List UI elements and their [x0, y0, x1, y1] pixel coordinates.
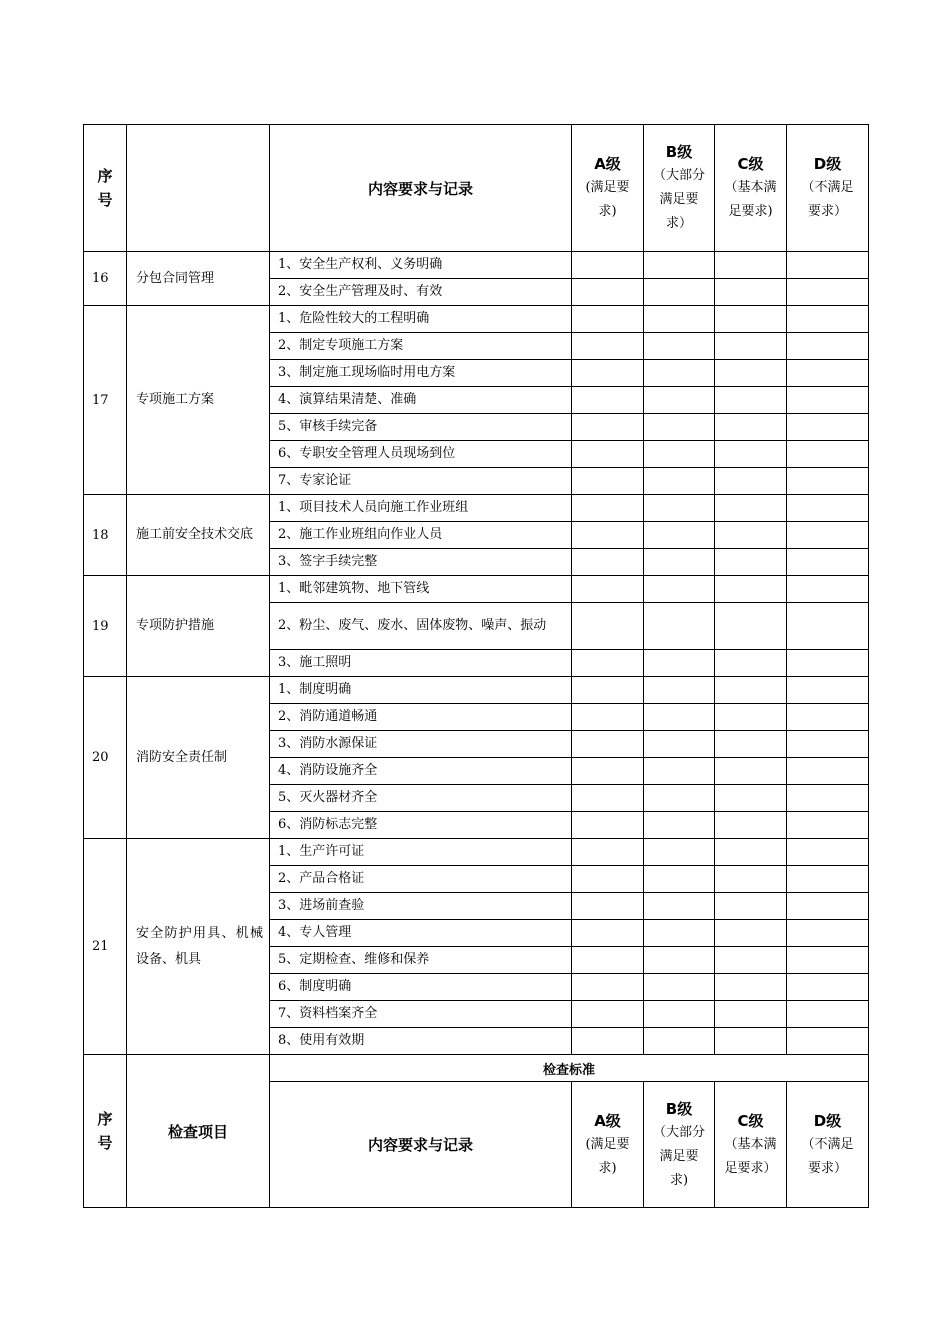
content-requirement: 2、施工作业班组向作业人员	[270, 522, 572, 549]
row-number: 19	[84, 576, 127, 677]
grade-b-cell[interactable]	[644, 1001, 715, 1028]
grade-d-cell[interactable]	[787, 812, 869, 839]
grade-d-cell[interactable]	[787, 279, 869, 306]
grade-d-cell[interactable]	[787, 441, 869, 468]
grade-a-cell[interactable]	[572, 387, 644, 414]
grade-d-cell[interactable]	[787, 893, 869, 920]
grade-a-cell[interactable]	[572, 414, 644, 441]
grade-c-cell[interactable]	[715, 893, 787, 920]
grade-c-cell[interactable]	[715, 1028, 787, 1055]
grade-b-cell[interactable]	[644, 360, 715, 387]
grade-c-cell[interactable]	[715, 704, 787, 731]
grade-d-cell[interactable]	[787, 603, 869, 650]
grade-c-cell[interactable]	[715, 333, 787, 360]
content-requirement: 1、生产许可证	[270, 839, 572, 866]
table-row	[84, 252, 869, 279]
grade-c-cell[interactable]	[715, 252, 787, 279]
content-requirement: 4、专人管理	[270, 920, 572, 947]
grade-b-cell[interactable]	[644, 333, 715, 360]
grade-a-cell[interactable]	[572, 677, 644, 704]
grade-d-cell[interactable]	[787, 785, 869, 812]
grade-b-cell[interactable]	[644, 866, 715, 893]
grade-b-cell[interactable]	[644, 785, 715, 812]
grade-a-cell[interactable]	[572, 731, 644, 758]
table-row	[84, 576, 869, 603]
grade-c-cell[interactable]	[715, 522, 787, 549]
grade-b-cell[interactable]	[644, 947, 715, 974]
grade-c-cell[interactable]	[715, 603, 787, 650]
content-requirement: 5、审核手续完备	[270, 414, 572, 441]
content-requirement: 4、演算结果清楚、准确	[270, 387, 572, 414]
content-requirement: 3、消防水源保证	[270, 731, 572, 758]
grade-d-cell[interactable]	[787, 866, 869, 893]
grade-c-cell[interactable]	[715, 414, 787, 441]
inspection-item: 消防安全责任制	[127, 677, 270, 839]
grade-a-cell[interactable]	[572, 522, 644, 549]
grade-a-cell[interactable]	[572, 947, 644, 974]
grade-b-name-bottom: B级	[665, 1099, 693, 1118]
content-requirement: 7、专家论证	[270, 468, 572, 495]
grade-a-cell[interactable]	[572, 549, 644, 576]
grade-b-cell[interactable]	[644, 677, 715, 704]
content-requirement: 4、消防设施齐全	[270, 758, 572, 785]
grade-c-cell[interactable]	[715, 1001, 787, 1028]
grade-d-header	[787, 125, 869, 252]
grade-c-cell[interactable]	[715, 549, 787, 576]
content-requirement: 2、安全生产管理及时、有效	[270, 279, 572, 306]
inspection-item: 分包合同管理	[127, 252, 270, 306]
inspection-item: 专项施工方案	[127, 306, 270, 495]
grade-d-cell[interactable]	[787, 839, 869, 866]
grade-d-cell[interactable]	[787, 495, 869, 522]
grade-b-cell[interactable]	[644, 549, 715, 576]
grade-b-cell[interactable]	[644, 387, 715, 414]
grade-c-cell[interactable]	[715, 758, 787, 785]
grade-c-cell[interactable]	[715, 812, 787, 839]
seq-header-text: 序号	[97, 167, 113, 209]
grade-d-cell[interactable]	[787, 360, 869, 387]
grade-d-cell[interactable]	[787, 758, 869, 785]
grade-c-cell[interactable]	[715, 785, 787, 812]
content-requirement: 6、制度明确	[270, 974, 572, 1001]
grade-b-desc-bottom: （大部分满足要求)	[652, 1124, 705, 1188]
grade-b-name: B级	[665, 143, 693, 161]
grade-d-header-bottom	[787, 1082, 869, 1208]
content-requirement: 1、危险性较大的工程明确	[270, 306, 572, 333]
grade-a-cell[interactable]	[572, 333, 644, 360]
grade-a-cell[interactable]	[572, 576, 644, 603]
grade-a-cell[interactable]	[572, 468, 644, 495]
grade-a-cell[interactable]	[572, 839, 644, 866]
grade-a-cell[interactable]	[572, 974, 644, 1001]
grade-b-cell[interactable]	[644, 495, 715, 522]
grade-d-cell[interactable]	[787, 522, 869, 549]
grade-d-cell[interactable]	[787, 576, 869, 603]
grade-a-header-bottom	[572, 1082, 644, 1208]
grade-c-cell[interactable]	[715, 279, 787, 306]
grade-c-cell[interactable]	[715, 920, 787, 947]
grade-b-cell[interactable]	[644, 812, 715, 839]
grade-d-cell[interactable]	[787, 920, 869, 947]
grade-b-cell[interactable]	[644, 758, 715, 785]
header-row	[84, 125, 869, 252]
grade-a-cell[interactable]	[572, 866, 644, 893]
content-requirement: 3、制定施工现场临时用电方案	[270, 360, 572, 387]
grade-b-header	[644, 125, 715, 252]
grade-b-cell[interactable]	[644, 1028, 715, 1055]
grade-a-cell[interactable]	[572, 1001, 644, 1028]
grade-a-cell[interactable]	[572, 279, 644, 306]
grade-a-cell[interactable]	[572, 704, 644, 731]
grade-a-cell[interactable]	[572, 920, 644, 947]
item-header-empty	[127, 125, 270, 252]
row-number: 21	[84, 839, 127, 1055]
grade-b-cell[interactable]	[644, 603, 715, 650]
inspection-table	[83, 124, 869, 1208]
grade-a-cell[interactable]	[572, 495, 644, 522]
table-row	[84, 839, 869, 866]
grade-a-name: A级	[594, 155, 621, 173]
grade-b-cell[interactable]	[644, 279, 715, 306]
grade-c-cell[interactable]	[715, 839, 787, 866]
grade-c-header-bottom	[715, 1082, 787, 1208]
grade-c-cell[interactable]	[715, 947, 787, 974]
content-requirement: 6、消防标志完整	[270, 812, 572, 839]
row-number: 17	[84, 306, 127, 495]
inspection-item: 安全防护用具、机械设备、机具	[127, 839, 270, 1055]
grade-a-cell[interactable]	[572, 441, 644, 468]
content-requirement: 1、毗邻建筑物、地下管线	[270, 576, 572, 603]
grade-a-cell[interactable]	[572, 650, 644, 677]
seq-header-bottom	[84, 1055, 127, 1208]
grade-a-cell[interactable]	[572, 306, 644, 333]
table-row	[84, 677, 869, 704]
grade-c-cell[interactable]	[715, 495, 787, 522]
grade-b-cell[interactable]	[644, 920, 715, 947]
grade-c-cell[interactable]	[715, 360, 787, 387]
grade-c-cell[interactable]	[715, 677, 787, 704]
grade-b-header-bottom	[644, 1082, 715, 1208]
content-header-bottom: 内容要求与记录	[270, 1082, 572, 1208]
content-requirement: 5、灭火器材齐全	[270, 785, 572, 812]
grade-d-cell[interactable]	[787, 333, 869, 360]
grade-d-cell[interactable]	[787, 974, 869, 1001]
grade-b-cell[interactable]	[644, 704, 715, 731]
grade-b-cell[interactable]	[644, 252, 715, 279]
item-header: 检查项目	[127, 1055, 270, 1208]
inspection-item: 施工前安全技术交底	[127, 495, 270, 576]
grade-c-cell[interactable]	[715, 974, 787, 1001]
grade-c-desc: （基本满足要求)	[724, 180, 777, 219]
grade-d-cell[interactable]	[787, 704, 869, 731]
content-requirement: 1、安全生产权利、义务明确	[270, 252, 572, 279]
grade-a-cell[interactable]	[572, 785, 644, 812]
grade-c-header	[715, 125, 787, 252]
grade-d-cell[interactable]	[787, 414, 869, 441]
grade-c-cell[interactable]	[715, 650, 787, 677]
grade-a-name-bottom: A级	[594, 1111, 621, 1130]
grade-a-cell[interactable]	[572, 1028, 644, 1055]
grade-a-cell[interactable]	[572, 812, 644, 839]
content-requirement: 5、定期检查、维修和保养	[270, 947, 572, 974]
grade-c-desc-bottom: （基本满足要求）	[724, 1136, 777, 1176]
table-row	[84, 306, 869, 333]
grade-d-cell[interactable]	[787, 1001, 869, 1028]
standard-header: 检查标准	[270, 1055, 869, 1082]
seq-header-bottom-text: 序号	[97, 1110, 113, 1152]
content-requirement: 2、粉尘、废气、废水、固体废物、噪声、振动	[270, 603, 572, 650]
grade-c-name: C级	[737, 155, 764, 173]
row-number: 18	[84, 495, 127, 576]
grade-b-cell[interactable]	[644, 468, 715, 495]
grade-a-desc: (满足要求)	[585, 180, 630, 219]
grade-c-cell[interactable]	[715, 576, 787, 603]
inspection-item: 专项防护措施	[127, 576, 270, 677]
grade-a-cell[interactable]	[572, 758, 644, 785]
grade-d-desc-bottom: （不满足要求）	[801, 1136, 854, 1176]
grade-a-desc-bottom: (满足要求)	[585, 1136, 630, 1176]
content-requirement: 1、项目技术人员向施工作业班组	[270, 495, 572, 522]
grade-b-cell[interactable]	[644, 522, 715, 549]
grade-b-desc: （大部分满足要求）	[652, 168, 705, 231]
bottom-header-row-1	[84, 1055, 869, 1082]
grade-c-cell[interactable]	[715, 468, 787, 495]
grade-a-cell[interactable]	[572, 252, 644, 279]
grade-a-cell[interactable]	[572, 360, 644, 387]
grade-b-cell[interactable]	[644, 650, 715, 677]
grade-c-cell[interactable]	[715, 306, 787, 333]
grade-d-cell[interactable]	[787, 1028, 869, 1055]
grade-d-cell[interactable]	[787, 252, 869, 279]
grade-b-cell[interactable]	[644, 306, 715, 333]
content-requirement: 3、进场前查验	[270, 893, 572, 920]
grade-d-cell[interactable]	[787, 306, 869, 333]
grade-d-cell[interactable]	[787, 677, 869, 704]
content-requirement: 8、使用有效期	[270, 1028, 572, 1055]
grade-d-cell[interactable]	[787, 387, 869, 414]
grade-c-name-bottom: C级	[737, 1111, 764, 1130]
grade-c-cell[interactable]	[715, 731, 787, 758]
content-requirement: 2、产品合格证	[270, 866, 572, 893]
content-requirement: 2、制定专项施工方案	[270, 333, 572, 360]
seq-header	[84, 125, 127, 252]
grade-a-cell[interactable]	[572, 893, 644, 920]
grade-d-desc: （不满足要求）	[801, 180, 854, 219]
grade-d-name: D级	[813, 155, 842, 173]
grade-b-cell[interactable]	[644, 839, 715, 866]
grade-b-cell[interactable]	[644, 414, 715, 441]
grade-d-cell[interactable]	[787, 650, 869, 677]
grade-c-cell[interactable]	[715, 866, 787, 893]
content-requirement: 7、资料档案齐全	[270, 1001, 572, 1028]
grade-d-cell[interactable]	[787, 731, 869, 758]
content-header: 内容要求与记录	[270, 125, 572, 252]
grade-c-cell[interactable]	[715, 441, 787, 468]
grade-b-cell[interactable]	[644, 974, 715, 1001]
content-requirement: 2、消防通道畅通	[270, 704, 572, 731]
grade-c-cell[interactable]	[715, 387, 787, 414]
content-requirement: 3、施工照明	[270, 650, 572, 677]
grade-d-cell[interactable]	[787, 468, 869, 495]
content-requirement: 1、制度明确	[270, 677, 572, 704]
grade-a-cell[interactable]	[572, 603, 644, 650]
grade-d-cell[interactable]	[787, 549, 869, 576]
grade-a-header	[572, 125, 644, 252]
grade-b-cell[interactable]	[644, 441, 715, 468]
grade-d-name-bottom: D级	[813, 1111, 842, 1130]
content-requirement: 6、专职安全管理人员现场到位	[270, 441, 572, 468]
grade-d-cell[interactable]	[787, 947, 869, 974]
grade-b-cell[interactable]	[644, 731, 715, 758]
table-row	[84, 495, 869, 522]
grade-b-cell[interactable]	[644, 576, 715, 603]
row-number: 20	[84, 677, 127, 839]
row-number: 16	[84, 252, 127, 306]
content-requirement: 3、签字手续完整	[270, 549, 572, 576]
grade-b-cell[interactable]	[644, 893, 715, 920]
